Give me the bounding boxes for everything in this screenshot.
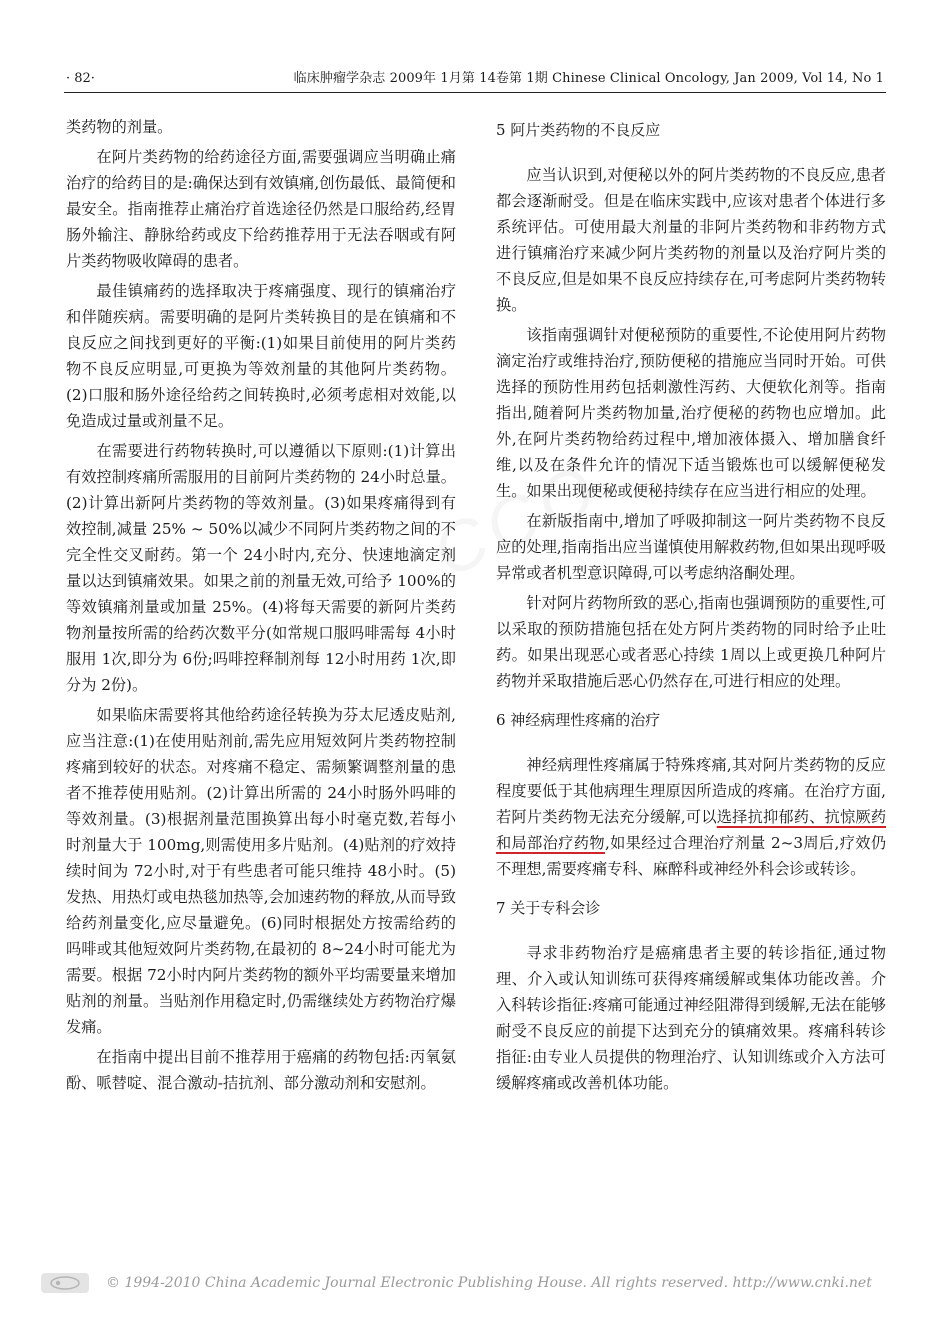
paragraph: 应当认识到,对便秘以外的阿片类药物的不良反应,患者都会逐渐耐受。但是在临床实践中,应该对患者个体进行多系统评估。可使用最大剂量的非阿片类药物和非药物方式进行镇痛治疗来减少阿片类药物的剂量以及治疗阿片类的不良反应,但是如果不良反应持续存在,可考虑阿片类药物转换。 (496, 166, 886, 314)
paragraph: 类药物的剂量。 (66, 118, 173, 136)
paragraph: 最佳镇痛药的选择取决于疼痛强度、现行的镇痛治疗和伴随疾病。需要明确的是阿片类转换目的是在镇痛和不良反应之间找到更好的平衡:(1)如果目前使用的阿片类药物不良反应明显,可更换为等效剂量的其他阿片类药物。(2)口服和肠外途径给药之间转换时,必须考虑相对效能,以免造成过量或剂量不足。 (66, 282, 456, 430)
section-heading-6: 6 神经病理性疼痛的治疗 (496, 711, 661, 729)
paragraph: 该指南强调针对便秘预防的重要性,不论使用阿片药物滴定治疗或维持治疗,预防便秘的措施应当同时开始。可供选择的预防性用药包括刺激性泻药、大便软化剂等。指南指出,随着阿片类药物加量,治疗便秘的药物也应增加。此外,在阿片类药物给药过程中,增加液体摄入、增加膳食纤维,以及在条件允许的情况下适当锻炼也可以缓解便秘发生。如果出现便秘或便秘持续存在应当进行相应的处理。 (496, 326, 886, 500)
right-column (496, 114, 886, 1100)
cnki-logo-icon (40, 1272, 90, 1294)
paragraph: 针对阿片药物所致的恶心,指南也强调预防的重要性,可以采取的预防措施包括在处方阿片类药物的同时给予止吐药。如果出现恶心或者恶心持续 1周以上或更换几种阿片药物并采取措施后恶心仍然存在,可进行相应的处理。 (496, 594, 886, 690)
paragraph-text: 神经病理性疼痛属于特殊疼痛,其对阿片类药物的反应程度要低于其他病理生理原因所造成的疼痛。在治疗方面,若阿片类药物无法充分缓解,可以 (496, 756, 886, 826)
paragraph: 在需要进行药物转换时,可以遵循以下原则:(1)计算出有效控制疼痛所需服用的目前阿片类药物的 24小时总量。(2)计算出新阿片类药物的等效剂量。(3)如果疼痛得到有效控制,减量 25% ~ 50%以减少不同阿片类药物之间的不完全性交叉耐药。第一个 24小时内,充分、快速地滴定剂量以达到镇痛效果。如果之前的剂量无效,可给予 100%的等效镇痛剂量或加量 25%。(4)将每天需要的新阿片类药物剂量按所需的给药次数平分(如常规口服吗啡需每 4小时服用 1次,即分为 6份;吗啡控释制剂每 12小时用药 1次,即分为 2份)。 (66, 442, 456, 694)
paragraph: 在指南中提出目前不推荐用于癌痛的药物包括:丙氧氨酚、哌替啶、混合激动-拮抗剂、部分激动剂和安慰剂。 (66, 1048, 456, 1092)
paragraph-text: ,如果经过合理治疗剂量 2~3周后,疗效仍不理想,需要疼痛专科、麻醉科或神经外科会诊或转诊。 (496, 834, 887, 878)
left-column (66, 114, 456, 1100)
paragraph: 如果临床需要将其他给药途径转换为芬太尼透皮贴剂,应当注意:(1)在使用贴剂前,需先应用短效阿片类药物控制疼痛到较好的状态。对疼痛不稳定、需频繁调整剂量的患者不推荐使用贴剂。(2)计算出所需的 24小时肠外吗啡的等效剂量。(3)根据剂量范围换算出每小时毫克数,若每小时剂量大于 100mg,则需使用多片贴剂。(4)贴剂的疗效持续时间为 72小时,对于有些患者可能只维持 48小时。(5)发热、用热灯或电热毯加热等,会加速药物的释放,从而导致给药剂量变化,应尽量避免。(6)同时根据处方按需给药的吗啡或其他短效阿片类药物,在最初的 8~24小时可能尤为需要。根据 72小时内阿片类药物的额外平均需要量来增加贴剂的剂量。当贴剂作用稳定时,仍需继续处方药物治疗爆发痛。 (66, 706, 456, 1036)
paragraph: 在阿片类药物的给药途径方面,需要强调应当明确止痛治疗的给药目的是:确保达到有效镇痛,创伤最低、最简便和最安全。指南推荐止痛治疗首选途径仍然是口服给药,经胃肠外输注、静脉给药或皮下给药推荐用于无法吞咽或有阿片类药物吸收障碍的患者。 (66, 148, 456, 270)
section-heading-7: 7 关于专科会诊 (496, 899, 601, 917)
footer (40, 1268, 910, 1298)
highlighted-text: 选择抗抑郁药、抗惊厥药和局部治疗药物 (496, 808, 887, 852)
section-heading-5: 5 阿片类药物的不良反应 (496, 121, 661, 139)
paragraph: 在新版指南中,增加了呼吸抑制这一阿片类药物不良反应的处理,指南指出应当谨慎使用解救药物,但如果出现呼吸异常或者机型意识障碍,可以考虑纳洛酮处理。 (496, 512, 886, 582)
copyright-notice: © 1994-2010 China Academic Journal Electronic Publishing House. All rights reserved. http://www.cnki.net (106, 1275, 872, 1291)
paragraph-with-highlight (496, 752, 886, 882)
paragraph: 寻求非药物治疗是癌痛患者主要的转诊指征,通过物理、介入或认知训练可获得疼痛缓解或集体功能改善。介入科转诊指征:疼痛可能通过神经阻滞得到缓解,无法在能够耐受不良反应的前提下达到充分的镇痛效果。疼痛科转诊指征:由专业人员提供的物理治疗、认知训练或介入方法可缓解疼痛或改善机体功能。 (496, 944, 886, 1092)
page-number: · 82· (66, 71, 95, 86)
journal-running-title: 临床肿瘤学杂志 2009年 1月第 14卷第 1期 Chinese Clinical Oncology, Jan 2009, Vol 14, No 1 (293, 71, 884, 86)
running-header (64, 68, 886, 93)
